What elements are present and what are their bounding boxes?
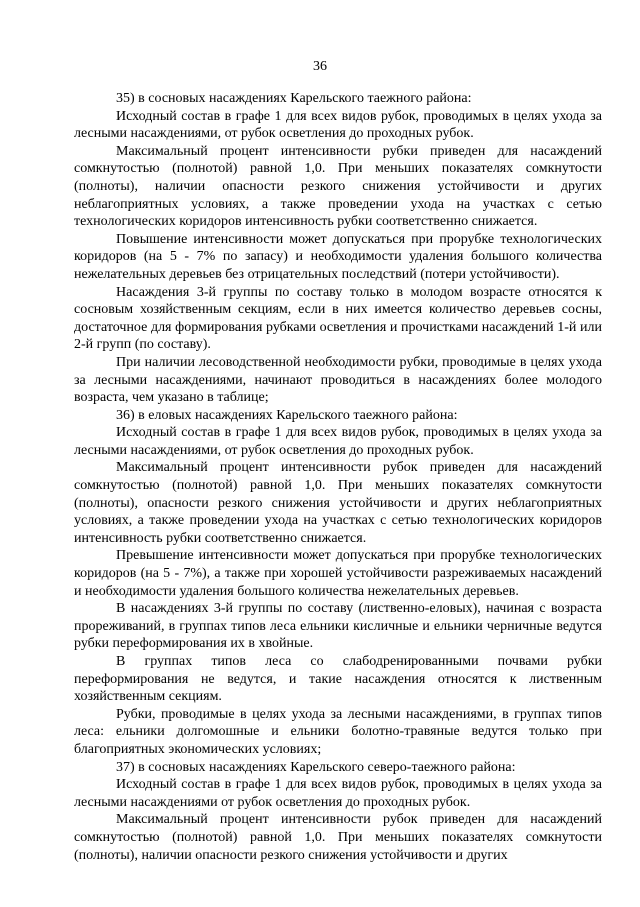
paragraph: Рубки, проводимые в целях ухода за лесными насаждениями, в группах типов леса: ельники долгомошные и ельники болотно-травяные ведутся только при благоприятных экономических условиях;	[74, 706, 602, 757]
paragraph: Исходный состав в графе 1 для всех видов рубок, проводимых в целях ухода за лесными насаждениями, от рубок осветления до проходных рубок.	[74, 108, 602, 142]
paragraph: Насаждения 3-й группы по составу только в молодом возрасте относятся к сосновым хозяйственным секциям, если в них имеется количество деревьев сосны, достаточное для формирования рубками осветления и прочистками насаждений 1-й или 2-й групп (по составу).	[74, 284, 602, 353]
paragraph: Повышение интенсивности может допускаться при прорубке технологических коридоров (на 5 - 7% по запасу) и необходимости удаления большого количества нежелательных деревьев без отрицательных последствий (потери устойчивости).	[74, 231, 602, 282]
page-number: 36	[313, 59, 327, 74]
paragraph: При наличии лесоводственной необходимости рубки, проводимые в целях ухода за лесными насаждениями, начинают проводиться в насаждениях более молодого возраста, чем указано в таблице;	[74, 354, 602, 406]
paragraph: 36) в еловых насаждениях Карельского таежного района:	[116, 407, 458, 423]
page-body	[74, 90, 602, 864]
paragraph: Превышение интенсивности может допускаться при прорубке технологических коридоров (на 5 - 7%), а также при хорошей устойчивости разреживаемых насаждений и необходимости удаления большого количества нежелательных деревьев.	[74, 548, 602, 599]
paragraph: В группах типов леса со слабодренированными почвами рубки переформирования не ведутся, и такие насаждения относятся к лиственным хозяйственным секциям.	[74, 654, 602, 705]
paragraph: Исходный состав в графе 1 для всех видов рубок, проводимых в целях ухода за лесными насаждениями, от рубок осветления до проходных рубок.	[74, 425, 602, 458]
paragraph: В насаждениях 3-й группы по составу (лиственно-еловых), начиная с возраста прореживаний, в группах типов леса ельники кисличные и ельники черничные ведутся рубки переформирования их в хвойные.	[74, 601, 602, 652]
paragraph: Максимальный процент интенсивности рубок приведен для насаждений сомкнутостью (полнотой) равной 1,0. При меньших показателях сомкнутости (полноты), наличии опасности резкого снижения устойчивости и других	[74, 812, 602, 863]
paragraph: Максимальный процент интенсивности рубок приведен для насаждений сомкнутостью (полнотой) равной 1,0. При меньших показателях сомкнутости (полноты), опасности резкого снижения устойчивости и других неблагоприятных условиях, а также проведении ухода на участках с сетью технологических коридоров интенсивность рубки соответственно снижается.	[74, 460, 602, 546]
paragraph: 35) в сосновых насаждениях Карельского таежного района:	[116, 91, 472, 106]
paragraph: Максимальный процент интенсивности рубки приведен для насаждений сомкнутостью (полнотой) равной 1,0. При меньших показателях сомкнутости (полноты), наличии опасности резкого снижения устойчивости и других неблагоприятных условиях, а также проведении ухода на участках с сетью технологических коридоров интенсивность рубки соответственно снижается.	[74, 143, 602, 230]
paragraph: Исходный состав в графе 1 для всех видов рубок, проводимых в целях ухода за лесными насаждениями от рубок осветления до проходных рубок.	[74, 777, 602, 810]
paragraph: 37) в сосновых насаждениях Карельского северо-таежного района:	[116, 759, 516, 775]
